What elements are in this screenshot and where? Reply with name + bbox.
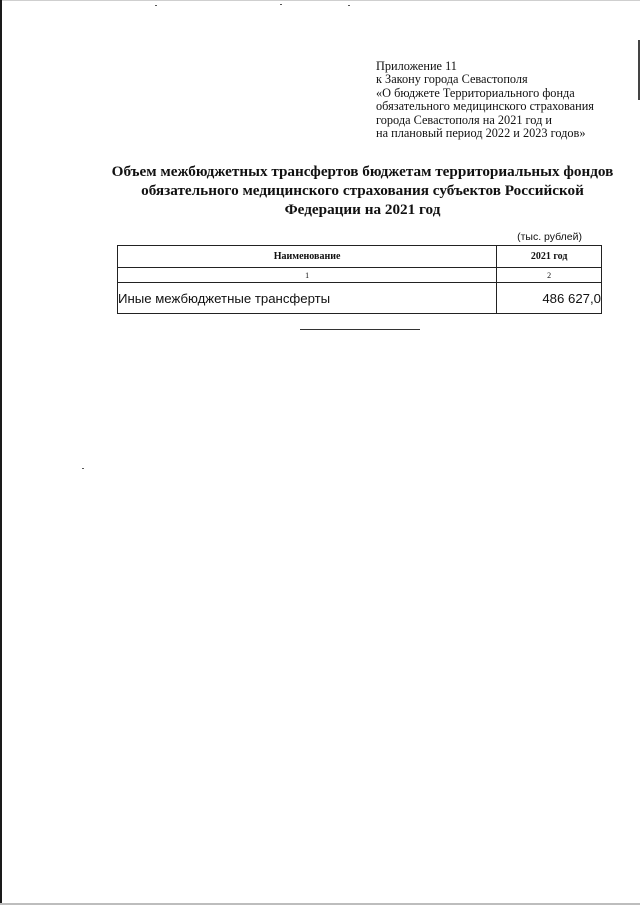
appendix-line: города Севастополя на 2021 год и: [376, 112, 553, 127]
appendix-line: к Закону города Севастополя: [376, 72, 528, 87]
column-number-row: [118, 268, 602, 283]
units-label: (тыс. рублей): [517, 231, 582, 243]
appendix-line: на плановый период 2022 и 2023 годов»: [376, 126, 586, 141]
closing-rule: [300, 329, 420, 330]
transfers-table: [117, 245, 602, 314]
title-line: Объем межбюджетных трансфертов бюджетам территориальных фондов: [111, 163, 614, 180]
header-name: Наименование: [118, 246, 497, 268]
column-number: 2: [497, 268, 602, 283]
header-year: 2021 год: [497, 246, 602, 268]
appendix-line: обязательного медицинского страхования: [376, 99, 594, 114]
title-line: Федерации на 2021 год: [284, 201, 441, 218]
appendix-block: [376, 60, 636, 140]
scan-speck: [82, 468, 84, 469]
table-header-row: [118, 246, 602, 268]
row-value-cell: 486 627,0: [497, 283, 602, 314]
appendix-line: «О бюджете Территориального фонда: [376, 85, 575, 100]
scan-speck: [280, 4, 282, 5]
page-left-edge: [0, 0, 2, 905]
page-top-edge: [0, 0, 640, 1]
table-row: [118, 283, 602, 314]
scan-speck: [155, 5, 157, 6]
scan-speck: [348, 5, 350, 6]
column-number: 1: [118, 268, 497, 283]
document-title: [90, 162, 635, 219]
appendix-line: Приложение 11: [376, 59, 457, 73]
row-name-cell: Иные межбюджетные трансферты: [118, 283, 497, 314]
title-line: обязательного медицинского страхования субъектов Российской: [141, 182, 584, 199]
